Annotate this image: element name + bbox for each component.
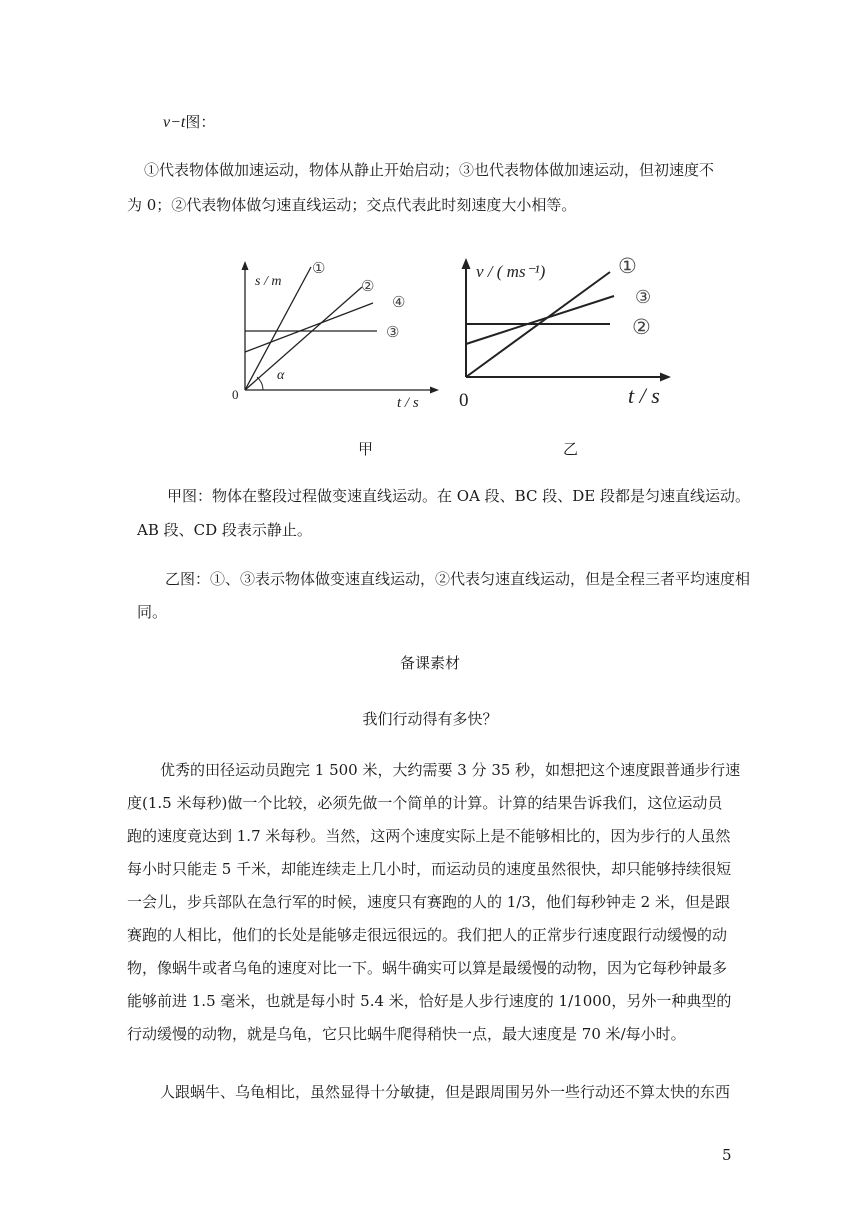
article-line-1: 优秀的田径运动员跑完 1 500 米，大约需要 3 分 35 秒，如想把这个速度跟普通步行速 [160,761,741,779]
jia-x-arrow [430,387,439,394]
article-line-8: 能够前进 1.5 毫米，也就是每小时 5.4 米，恰好是人步行速度的 1/1000，另外一种典型的 [127,992,732,1010]
para-yi-line-2: 同。 [137,603,168,621]
jia-label-4: ④ [392,295,406,311]
yi-x-arrow [660,373,671,382]
jia-line-2 [245,287,362,390]
article-line-5: 一会儿，步兵部队在急行军的时候，速度只有赛跑的人的 1/3，他们每秒钟走 2 米，但是跟 [127,893,730,911]
para-jia-line-2: AB 段、CD 段表示静止。 [137,521,312,539]
para1-line-1: ①代表物体做加速运动，物体从静止开始启动；③也代表物体做加速运动，但初速度不 [144,161,715,179]
caption-yi: 乙 [563,440,579,458]
yi-y-arrow [462,258,471,269]
jia-y-arrow [242,261,249,270]
para-jia-line-1: 甲图：物体在整段过程做变速直线运动。在 OA 段、BC 段、DE 段都是匀速直线运动。 [167,487,750,505]
article-line-2: 度(1.5 米每秒)做一个比较，必须先做一个简单的计算。计算的结果告诉我们，这位运动员 [127,794,723,812]
para1-line-2: 为 0；②代表物体做匀速直线运动；交点代表此时刻速度大小相等。 [127,196,577,214]
jia-line-4 [245,303,373,352]
figure-jia-svg [225,255,445,415]
article-line-6: 赛跑的人相比，他们的长处是能够走很远很远的。我们把人的正常步行速度跟行动缓慢的动 [127,926,728,944]
yi-label-2: ② [632,315,651,339]
jia-origin: 0 [232,387,239,402]
vt-symbol: v−t [163,114,186,131]
vt-heading-suffix: 图： [185,113,216,131]
yi-xlabel: t / s [628,383,660,408]
section-title: 备课素材 [399,654,460,672]
jia-label-1: ① [312,261,326,277]
jia-xlabel: t / s [397,395,419,411]
article-title: 我们行动得有多快？ [362,710,498,728]
vt-heading [163,112,215,133]
figure-yi [450,250,695,419]
page-number: 5 [722,1146,732,1164]
yi-ylabel: v / ( ms⁻¹) [476,262,546,281]
yi-label-3: ③ [635,287,652,307]
jia-label-3: ③ [386,325,400,341]
yi-label-1: ① [618,254,637,278]
yi-origin: 0 [459,390,469,411]
jia-label-2: ② [361,279,375,295]
figure-jia [225,255,445,419]
caption-jia: 甲 [358,440,374,458]
jia-angle-label: α [277,368,285,383]
jia-ylabel: s / m [255,274,282,289]
last-line: 人跟蜗牛、乌龟相比，虽然显得十分敏捷，但是跟周围另外一些行动还不算太快的东西 [160,1083,731,1101]
article-line-4: 每小时只能走 5 千米，却能连续走上几小时，而运动员的速度虽然很快，却只能够持续很短 [127,860,732,878]
article-line-3: 跑的速度竟达到 1.7 米每秒。当然，这两个速度实际上是不能够相比的，因为步行的人虽然 [127,827,731,845]
article-line-7: 物，像蜗牛或者乌龟的速度对比一下。蜗牛确实可以算是最缓慢的动物，因为它每秒钟最多 [127,959,728,977]
yi-line-3 [466,296,614,344]
article-line-9: 行动缓慢的动物，就是乌龟，它只比蜗牛爬得稍快一点，最大速度是 70 米/每小时。 [127,1025,686,1043]
figure-yi-svg [450,250,695,415]
para-yi-line-1: 乙图：①、③表示物体做变速直线运动，②代表匀速直线运动，但是全程三者平均速度相 [165,570,751,588]
